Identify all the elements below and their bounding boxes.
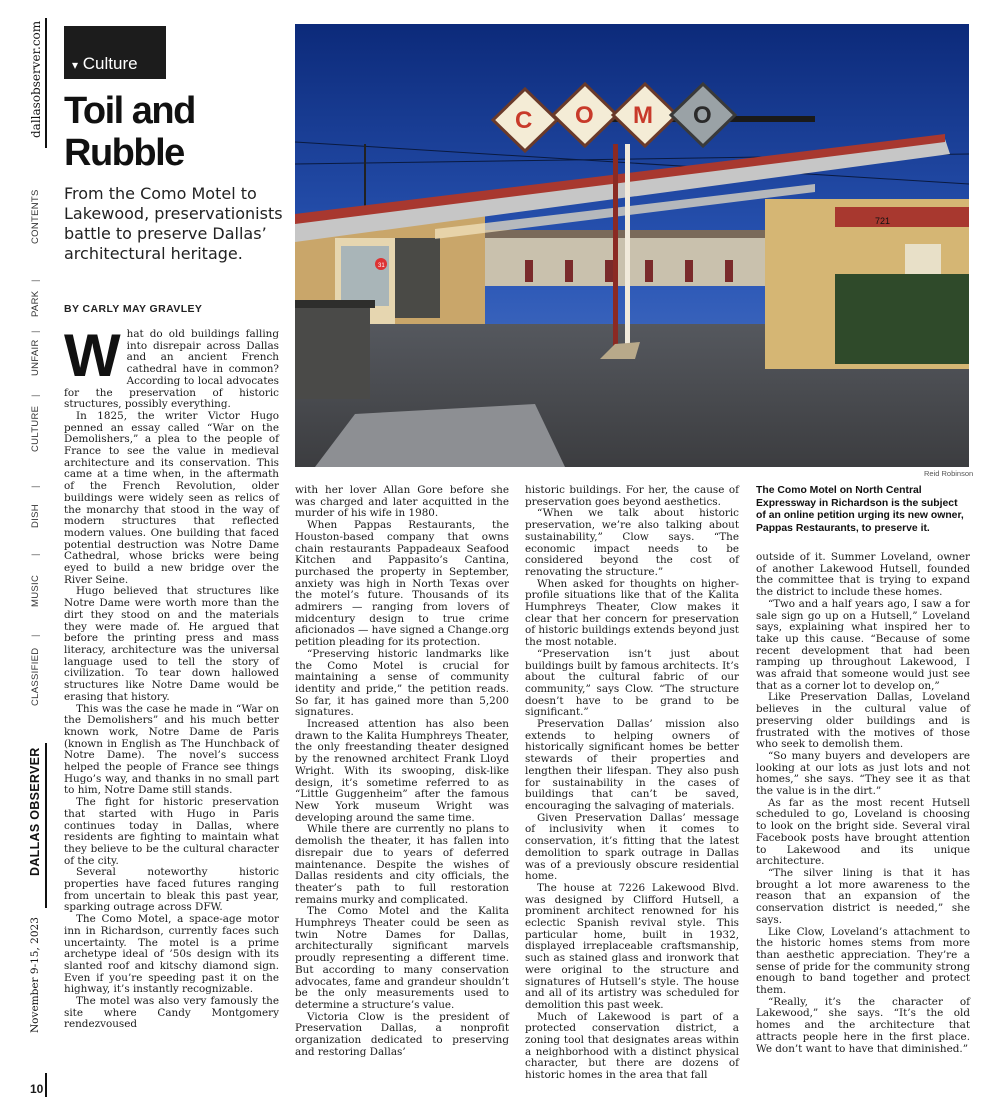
paragraph: The Como Motel, a space-age motor inn in Richardson, currently faces such uncertainty. The motel is a prime archetype ideal of ’50s design with its slanted roof and kitschy diamond sign. Even if you’re speeding past it on the highway, it’s instantly recognizable. xyxy=(64,913,279,996)
paragraph: When asked for thoughts on higher-profile situations like that of the Kalita Humphreys Theater, Clow makes it clear that her concern for preservation of historic buildings extends beyond just the most notable. xyxy=(525,577,739,649)
paragraph: historic buildings. For her, the cause of preservation goes beyond aesthetics. xyxy=(525,484,739,508)
publication-brand: DALLAS OBSERVER xyxy=(28,747,42,876)
nav-park[interactable]: PARK xyxy=(30,290,41,317)
section-tag[interactable] xyxy=(64,26,166,79)
issue-date: November 9-15, 2023 xyxy=(29,917,41,1033)
nav-separator: | xyxy=(30,330,41,333)
nav-separator: | xyxy=(30,394,41,397)
nav-culture[interactable]: CULTURE xyxy=(30,405,41,452)
paragraph: What do old buildings falling into disrepair across Dallas and an ancient French cathedral have in common? According to local advocates for the preservation of historic structures, possibly everything. xyxy=(64,322,279,411)
dek: From the Como Motel to Lakewood, preservationists battle to preserve Dallas’ architectural heritage. xyxy=(64,184,283,263)
photo-caption: The Como Motel on North Central Expressway in Richardson is the subject of an online petition urging its new owner, Pappas Restaurants, to preserve it. xyxy=(756,485,964,534)
nav-unfair[interactable]: UNFAIR xyxy=(30,339,41,376)
drop-cap: W xyxy=(64,322,121,389)
nav-dish[interactable]: DISH xyxy=(30,504,41,528)
motel-illustration xyxy=(295,24,969,467)
article-column-3 xyxy=(525,485,739,1089)
article-column-2 xyxy=(295,485,509,1089)
nav-music[interactable]: MUSIC xyxy=(30,574,41,607)
sign-letter: M xyxy=(633,102,653,129)
paragraph: Given Preservation Dallas’ message of inclusivity when it comes to conservation, it’s fitting that the latest demolition to spark outrage in Dallas was of a previously obscure residential home. xyxy=(525,811,739,883)
sign-letter: C xyxy=(515,107,533,134)
paragraph: While there are currently no plans to demolish the theater, it has fallen into disrepair due to years of deferred maintenance. Despite the wishes of Dallas residents and city officials, the theater’s path to full restoration remains murky and complicated. xyxy=(295,823,509,906)
room-number: 721 xyxy=(875,216,891,226)
article-column-4 xyxy=(756,552,970,1089)
section-label xyxy=(72,54,138,74)
paragraph: The motel was also very famously the site where Candy Montgomery rendezvoused xyxy=(64,995,279,1031)
paragraph: Preservation Dallas’ mission also extends to helping owners of historically significant homes be better stewards of their properties and lengthen their lifespan. They also push for sustainability in the cases of buildings that can’t be saved, encouraging the salvaging of materials. xyxy=(525,718,739,812)
paragraph: outside of it. Summer Loveland, owner of another Lakewood Hutsell, founded the committee that is trying to expand the district to include these homes. xyxy=(756,551,970,599)
paragraph: “So many buyers and developers are looking at our lots as just lots and not homes,” she says. “They see it as that the value is in the dirt.” xyxy=(756,749,970,798)
nav-contents[interactable]: CONTENTS xyxy=(30,189,41,244)
paragraph: When Pappas Restaurants, the Houston-based company that owns chain restaurants Pappadeaux Seafood Kitchen and Pappasito’s Cantina, purchased the property in September, anxiety was high in North Texas over the motel’s future. Thousands of its admirers — ranging from lovers of midcentury design to true crime aficionados — have signed a Change.org petition pleading for its protection. xyxy=(295,519,509,649)
paragraph: The fight for historic preservation that started with Hugo in Paris continues today in Dallas, where residents are fighting to maintain what they believe to be the cultural character of the city. xyxy=(64,796,279,867)
triangle-down-icon: ▾ xyxy=(72,58,79,72)
nav-separator: | xyxy=(30,553,41,556)
sign-letter: O xyxy=(693,102,712,129)
nav-classified[interactable]: CLASSIFIED xyxy=(30,647,41,706)
article-column-1 xyxy=(64,322,279,1089)
site-url[interactable]: dallasobserver.com xyxy=(29,20,43,138)
motel-photo xyxy=(295,24,969,467)
door-number: 31 xyxy=(378,263,385,269)
paragraph: Much of Lakewood is part of a protected conservation district, a zoning tool that designates areas within a neighborhood with a distinct physical character, but there are dozens of historic homes in the area that fall xyxy=(525,1010,739,1082)
paragraph: This was the case he made in “War on the Demolishers” and his much better known work, Notre Dame de Paris (known in English as The Hunchback of Notre Dame). The novel’s success helped the people of France see things Hugo’s way, and thanks in no small part to him, Notre Dame still stands. xyxy=(64,702,279,797)
paragraph: “Really, it’s the character of Lakewood,” she says. “It’s the old homes and the architecture that attracts people here in the first place. We don’t want to have that diminished.” xyxy=(756,995,970,1055)
byline: BY CARLY MAY GRAVLEY xyxy=(64,303,203,315)
rail-rule-brand xyxy=(45,743,47,908)
sign-letter: O xyxy=(575,102,594,129)
paragraph: The house at 7226 Lakewood Blvd. was designed by Clifford Hutsell, a prominent architect renowned for his eclectic Spanish revival style. This particular home, built in 1932, displayed irreplaceable craftsmanship, such as stained glass and ironwork that were original to the structure and signatures of Hutsell’s style. The house and all of its artistry was scheduled for demolition this past week. xyxy=(525,881,739,1011)
nav-separator: | xyxy=(30,634,41,637)
paragraph: “Two and a half years ago, I saw a for sale sign go up on a Hutsell,” Loveland says, explaining what inspired her to take up this cause. “Because of some recent development that had been ramping up throughout Lakewood, I was afraid that someone would just see that as a corner lot to develop on,” xyxy=(756,597,970,692)
paragraph: “Preservation isn’t just about buildings built by famous architects. It’s about the cultural fabric of our community,” says Clow. “The structure doesn’t have to be grand to be significant.” xyxy=(525,647,739,719)
nav-separator: | xyxy=(30,279,41,282)
paragraph: “The silver lining is that it has brought a lot more awareness to the reason that an expansion of the conservation district is needed,” she says. xyxy=(756,866,970,926)
paragraph: Like Clow, Loveland’s attachment to the historic homes stems from more than aesthetic appreciation. They’re a sense of pride for the community strong enough to band together and protect them. xyxy=(756,925,970,997)
rail-rule-top xyxy=(45,18,47,148)
paragraph: As far as the most recent Hutsell scheduled to go, Loveland is choosing to look on the bright side. Several viral Facebook posts have brought attention to Lakewood and its unique architecture. xyxy=(756,796,970,868)
paragraph: Increased attention has also been drawn to the Kalita Humphreys Theater, the only freestanding theater designed by the renowned architect Frank Lloyd Wright. With its swooping, disk-like design, it’s sometime referred to as “Little Guggenheim” after the famous New York museum Wright was developing around the same time. xyxy=(295,718,509,824)
rail-rule-bottom xyxy=(45,1073,47,1097)
paragraph: Like Preservation Dallas, Loveland believes in the cultural value of preserving older buildings and is frustrated with the motives of those who seek to demolish them. xyxy=(756,691,970,751)
paragraph: “Preserving historic landmarks like the Como Motel is crucial for maintaining a sense of community identity and pride,” the petition reads. So far, it has gained more than 5,200 signatures. xyxy=(295,647,509,719)
paragraph: Victoria Clow is the president of Preservation Dallas, a nonprofit organization dedicated to preserving and restoring Dallas’ xyxy=(295,1010,509,1058)
paragraph: “When we talk about historic preservation, we’re also talking about sustainability,” Clow says. “The economic impact needs to be considered beyond the cost of renovating the structure.” xyxy=(525,507,739,578)
paragraph: The Como Motel and the Kalita Humphreys Theater could be seen as twin Notre Dames for Dallas, architecturally significant marvels proudly representing a different time. But according to many conservation advocates, fame and grandeur shouldn’t be the only measurements used to determine a structure’s value. xyxy=(295,905,509,1011)
nav-separator: | xyxy=(30,485,41,488)
page-number: 10 xyxy=(30,1082,44,1096)
paragraph: Several noteworthy historic properties have faced futures ranging from uncertain to bleak this past year, sparking outrage across DFW. xyxy=(64,866,279,914)
section-label-text: Culture xyxy=(82,54,138,73)
paragraph: with her lover Allan Gore before she was charged and later acquitted in the murder of his wife in 1980. xyxy=(295,484,509,520)
paragraph: Hugo believed that structures like Notre Dame were worth more than the dirt they stood on and the materials they were made of. He argued that before the printing press and mass literacy, architecture was the universal language used to tell the story of civilization. To tear down hallowed structures like Notre Dame would be erasing that history. xyxy=(64,585,279,703)
photo-credit: Reid Robinson xyxy=(924,469,974,478)
paragraph: In 1825, the writer Victor Hugo penned an essay called “War on the Demolishers,” a plea to the people of France to see the value in medieval architecture and its conservation. This came at a time when, in the aftermath of the French Revolution, older buildings were widely seen as relics of the monarchy that stood in the way of modern structures that reflected modern values. One building that faced potential destruction was Notre Dame Cathedral, whose bricks were being eyed to build a new bridge over the River Seine. xyxy=(64,409,279,586)
headline: Toil and Rubble xyxy=(64,90,195,174)
